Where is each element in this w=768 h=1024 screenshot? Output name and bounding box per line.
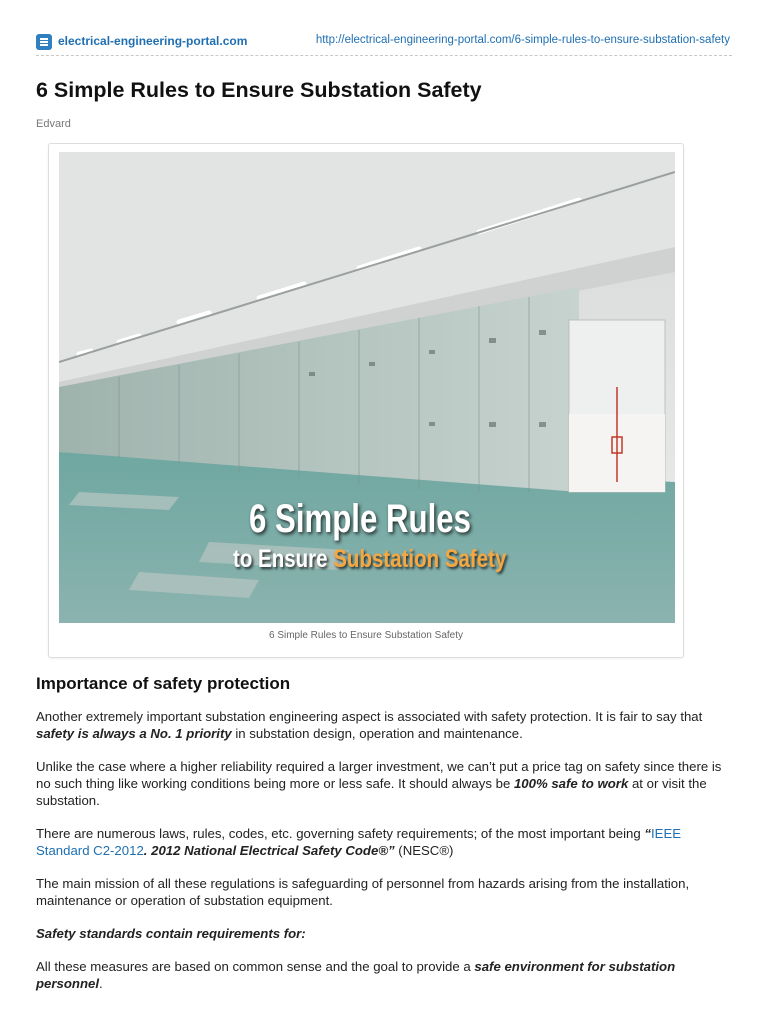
figure-overlay-subtitle: to Ensure Substation Safety [233,545,507,573]
ieee-standard-link[interactable]: IEEE Standard C2-2012 [36,826,682,858]
paragraph-5: Safety standards contain requirements for: [36,926,306,941]
paragraph-4: The main mission of all these regulations is safeguarding of personnel from hazards arising from the installation, maintenance or operation of substation equipment. [36,876,690,908]
article-title: 6 Simple Rules to Ensure Substation Safety [36,78,482,102]
article-figure [48,143,684,658]
paragraph-6: All these measures are based on common sense and the goal to provide a safe environment for substation personnel. [36,959,676,991]
site-header [36,30,732,56]
figure-overlay-title: 6 Simple Rules [249,497,471,541]
paragraph-2: Unlike the case where a higher reliability required a larger investment, we can’t put a price tag on safety since there is no such thing like working conditions being more or less safe. It should always be 100% safe to work at or visit the substation. [36,759,722,808]
substation-photo [59,152,675,623]
article-url-link[interactable]: http://electrical-engineering-portal.com/6-simple-rules-to-ensure-substation-safety [315,34,730,46]
paragraph-1: Another extremely important substation engineering aspect is associated with safety protection. It is fair to say that safety is always a No. 1 priority in substation design, operation and maintenance. [36,709,703,741]
author-name: Edvard [36,118,71,130]
section-heading: Importance of safety protection [36,674,291,693]
figure-caption: 6 Simple Rules to Ensure Substation Safety [269,630,463,641]
paragraph-3: There are numerous laws, rules, codes, etc. governing safety requirements; of the most important being “IEEE Standard C2-2012. 2012 National Electrical Safety Code®” (NESC®) [36,826,682,858]
header-divider [36,55,732,56]
site-name-link[interactable]: electrical-engineering-portal.com [58,34,248,48]
article-body [36,708,726,1008]
list-icon [36,34,52,50]
